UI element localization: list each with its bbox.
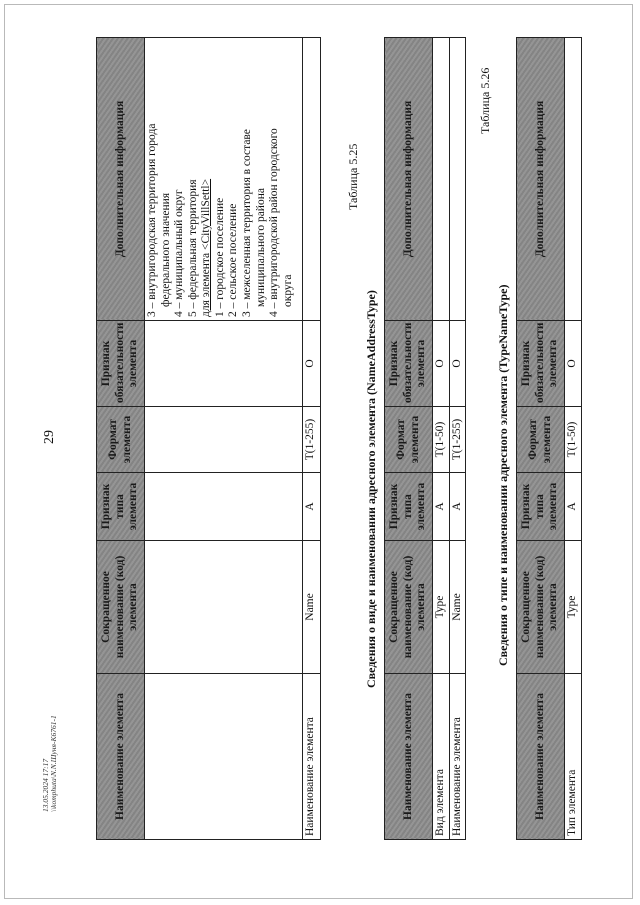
cell-info	[449, 38, 466, 321]
table-5-25-label: Таблица 5.25	[346, 143, 360, 210]
footer-stamp	[42, 715, 59, 812]
table-row	[565, 38, 582, 840]
cell-required: O	[433, 321, 450, 407]
header-info: Дополнительная информация	[97, 38, 145, 321]
cell-required: O	[449, 321, 466, 407]
header-name: Наименование элемента	[517, 674, 565, 840]
info-line: для элемента <CityVillSettl>	[200, 178, 213, 317]
cell-short: Name	[449, 541, 466, 674]
cell-type: A	[303, 473, 321, 541]
cell-empty	[145, 321, 303, 407]
cell-type: A	[565, 473, 582, 541]
cell-name: Наименование элемента	[449, 674, 466, 840]
header-required: Признак обязательности элемента	[517, 321, 565, 407]
header-required: Признак обязательности элемента	[385, 321, 433, 407]
table-5-25	[384, 37, 466, 840]
header-format: Формат элемента	[385, 407, 433, 473]
header-name: Наименование элемента	[97, 674, 145, 840]
table-continuation-block	[96, 37, 321, 840]
info-line: 3 – межселенная территория в составе	[240, 129, 253, 317]
table-row	[433, 38, 450, 840]
info-line: 1 – городское поселение	[213, 197, 226, 317]
header-info: Дополнительная информация	[517, 38, 565, 321]
cell-short: Type	[433, 541, 450, 674]
header-type: Признак типа элемента	[385, 473, 433, 541]
header-type: Признак типа элемента	[517, 473, 565, 541]
footer-line: \\komphuta\N.N.Шуня-K6761-1	[49, 715, 59, 812]
table-5-26	[516, 37, 582, 840]
cell-empty	[145, 674, 303, 840]
cell-info	[565, 38, 582, 321]
table-5-26-label: Таблица 5.26	[478, 67, 492, 134]
table-5-25-caption: Сведения о виде и наименовании адресного элемента (NameAddressType)	[364, 290, 378, 688]
header-type: Признак типа элемента	[97, 473, 145, 541]
cell-info	[303, 38, 321, 321]
header-format: Формат элемента	[97, 407, 145, 473]
table-row	[303, 38, 321, 840]
info-line: муниципального района	[254, 188, 267, 307]
cell-short: Name	[303, 541, 321, 674]
cell-required: O	[565, 321, 582, 407]
cell-type: A	[449, 473, 466, 541]
header-format: Формат элемента	[517, 407, 565, 473]
cell-info-continuation	[145, 38, 303, 321]
info-line: округа	[281, 274, 294, 307]
info-line: 5 – федеральная территория	[186, 179, 199, 317]
cell-short: Type	[565, 541, 582, 674]
cell-name: Вид элемента	[433, 674, 450, 840]
cell-format: T(1-50)	[565, 407, 582, 473]
cell-type: A	[433, 473, 450, 541]
header-short: Сокращенное наименование (код) элемента	[97, 541, 145, 674]
info-line: федерального значения	[159, 192, 172, 307]
header-required: Признак обязательности элемента	[97, 321, 145, 407]
header-short: Сокращенное наименование (код) элемента	[385, 541, 433, 674]
table-continuation	[96, 37, 321, 840]
table-row	[449, 38, 466, 840]
table-5-25-block	[384, 37, 466, 840]
footer-line: 13.05.2024 17:17	[41, 758, 50, 812]
cell-name: Наименование элемента	[303, 674, 321, 840]
info-line: 3 – внутригородская территория города	[146, 123, 158, 317]
table-5-26-caption: Сведения о типе и наименовании адресного элемента (TypeNameType)	[496, 284, 510, 666]
cell-empty	[145, 541, 303, 674]
cell-empty	[145, 407, 303, 473]
cell-name: Тип элемента	[565, 674, 582, 840]
cell-format: T(1-255)	[303, 407, 321, 473]
cell-info	[433, 38, 450, 321]
cell-empty	[145, 473, 303, 541]
info-line: 4 – муниципальный округ	[173, 189, 186, 317]
info-line: 2 – сельское поселение	[227, 203, 240, 317]
cell-format: T(1-50)	[433, 407, 450, 473]
header-short: Сокращенное наименование (код) элемента	[517, 541, 565, 674]
page-number: 29	[42, 430, 57, 444]
header-info: Дополнительная информация	[385, 38, 433, 321]
header-name: Наименование элемента	[385, 674, 433, 840]
cell-required: O	[303, 321, 321, 407]
cell-format: T(1-255)	[449, 407, 466, 473]
table-5-26-block	[516, 37, 582, 840]
info-line: 4 – внутригородской район городского	[268, 128, 281, 317]
